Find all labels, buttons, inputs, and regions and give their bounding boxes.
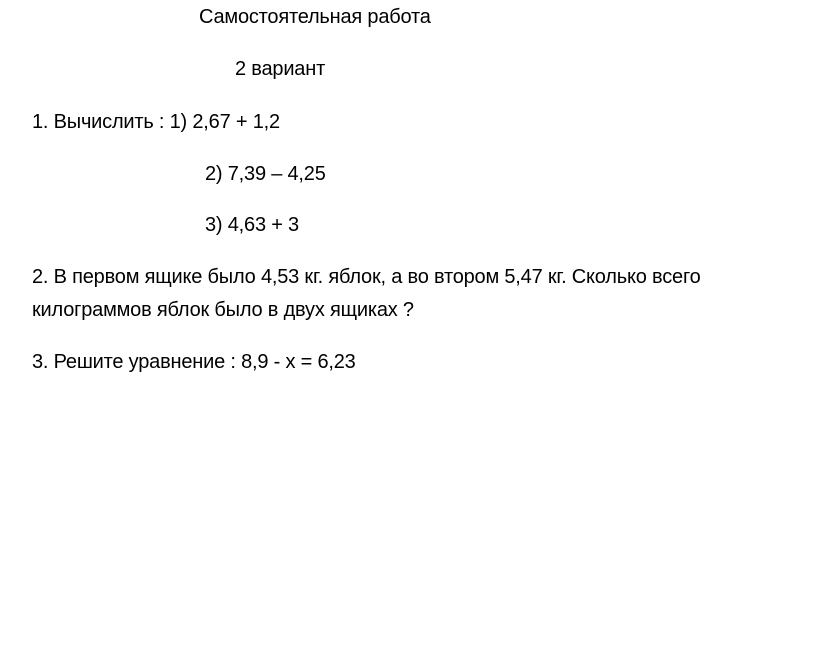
document-title: Самостоятельная работа [199, 6, 431, 28]
variant-label: 2 вариант [235, 58, 326, 80]
task-1-line-1: 1. Вычислить : 1) 2,67 + 1,2 [32, 111, 280, 133]
task-1-line-3: 3) 4,63 + 3 [205, 214, 299, 236]
task-3-line-1: 3. Решите уравнение : 8,9 - х = 6,23 [32, 351, 356, 373]
task-1-line-2: 2) 7,39 – 4,25 [205, 163, 326, 185]
task-2-line-1: 2. В первом ящике было 4,53 кг. яблок, а во втором 5,47 кг. Сколько всего [32, 266, 701, 288]
task-2-line-2: килограммов яблок было в двух ящиках ? [32, 299, 414, 321]
